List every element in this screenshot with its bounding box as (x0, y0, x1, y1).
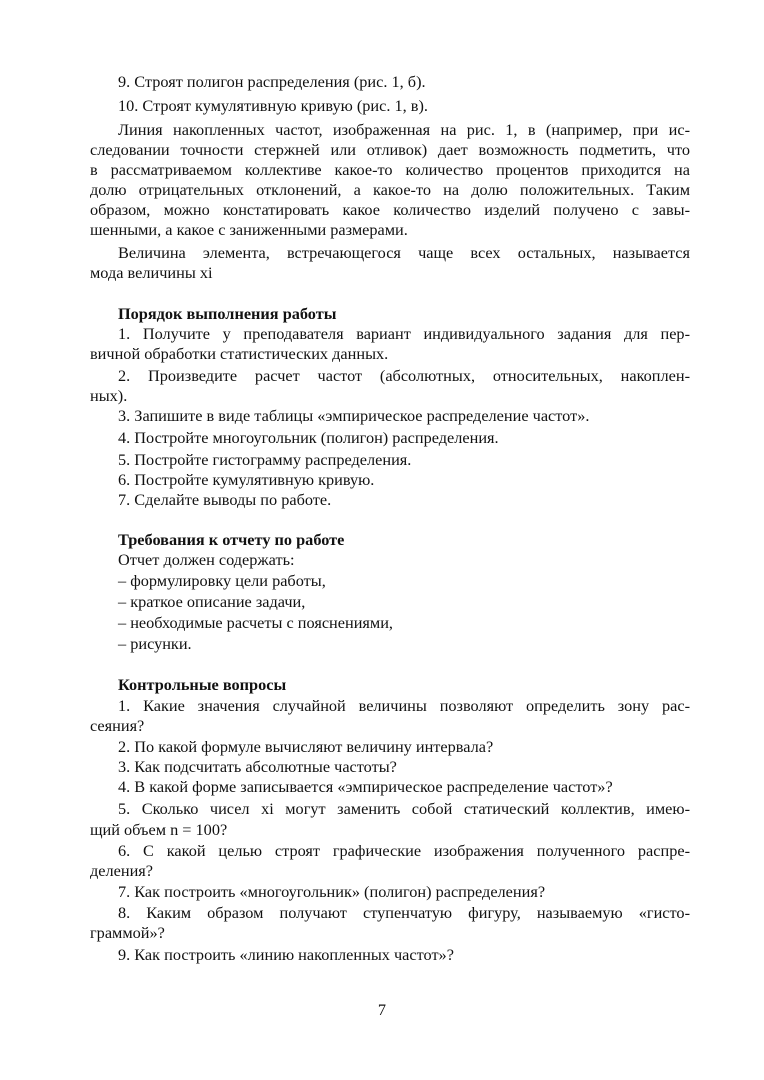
paragraph-line: мода величины xi (90, 263, 213, 282)
question-item: 2. По какой формуле вычисляют величину интервала? (118, 737, 494, 756)
list-item-cont: ных). (90, 386, 128, 405)
list-item: 2. Произведите расчет частот (абсолютных, относительных, накоплен- (118, 366, 690, 385)
list-item: 7. Сделайте выводы по работе. (118, 490, 332, 509)
question-cont: сеяния? (90, 716, 145, 735)
list-item: 1. Получите у преподавателя вариант индивидуального задания для пер- (118, 324, 690, 343)
bullet-item: – необходимые расчеты с пояснениями, (118, 613, 393, 632)
question-item: 6. С какой целью строят графические изображения полученного распре- (118, 841, 690, 860)
page-number: 7 (377, 1000, 387, 1019)
question-item: 1. Какие значения случайной величины позволяют определить зону рас- (118, 696, 690, 715)
list-item-cont: вичной обработки статистических данных. (90, 344, 389, 363)
section-heading: Требования к отчету по работе (118, 530, 345, 549)
paragraph-line: Линия накопленных частот, изображенная на рис. 1, в (например, при ис- (118, 120, 690, 139)
list-item-9: 9. Строят полигон распределения (рис. 1, б). (118, 72, 426, 91)
list-item: 5. Постройте гистограмму распределения. (118, 450, 412, 469)
bullet-item: – формулировку цели работы, (118, 571, 326, 590)
question-item: 8. Каким образом получают ступенчатую фигуру, называемую «гисто- (118, 903, 690, 922)
question-item: 5. Сколько чисел xi могут заменить собой статический коллектив, имею- (118, 799, 690, 818)
list-item: 6. Постройте кумулятивную кривую. (118, 470, 375, 489)
paragraph-line: следовании точности стержней или отливок) дает возможность подметить, что (90, 140, 690, 159)
question-item: 7. Как построить «многоугольник» (полигон) распределения? (118, 882, 546, 901)
text-line: Отчет должен содержать: (118, 550, 295, 569)
bullet-item: – рисунки. (118, 634, 192, 653)
list-item-10: 10. Строят кумулятивную кривую (рис. 1, в). (118, 96, 428, 115)
section-heading: Порядок выполнения работы (118, 304, 337, 323)
paragraph-line: Величина элемента, встречающегося чаще всех остальных, называется (118, 243, 690, 262)
question-item: 9. Как построить «линию накопленных частот»? (118, 945, 454, 964)
list-item: 3. Запишите в виде таблицы «эмпирическое распределение частот». (118, 406, 590, 425)
paragraph-line: долю отрицательных отклонений, а какое-то на долю положительных. Таким (90, 180, 690, 199)
question-item: 4. В какой форме записывается «эмпирическое распределение частот»? (118, 777, 613, 796)
question-cont: граммой»? (90, 923, 165, 942)
paragraph-line: в рассматриваемом коллективе какое-то количество процентов приходится на (90, 160, 690, 179)
list-item: 4. Постройте многоугольник (полигон) распределения. (118, 428, 499, 447)
section-heading: Контрольные вопросы (118, 675, 287, 694)
bullet-item: – краткое описание задачи, (118, 592, 306, 611)
paragraph-line: шенными, а какое с заниженными размерами. (90, 220, 408, 239)
question-cont: щий объем n = 100? (90, 820, 228, 839)
question-item: 3. Как подсчитать абсолютные частоты? (118, 757, 397, 776)
question-cont: деления? (90, 861, 154, 880)
paragraph-line: образом, можно констатировать какое количество изделий получено с завы- (90, 200, 690, 219)
